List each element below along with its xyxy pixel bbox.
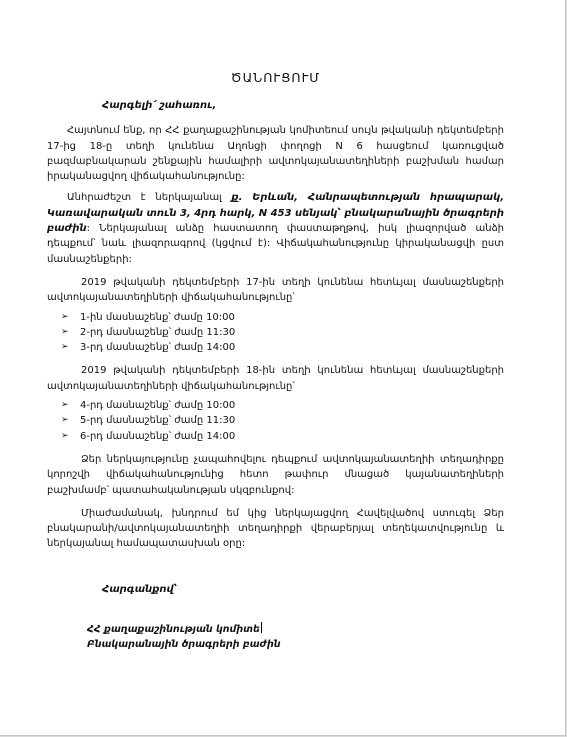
greeting: Հարգելի՛ շահառու, xyxy=(102,100,217,111)
schedule-day1-intro: 2019 թվականի դեկտեմբերի 17-ին տեղի կունենա հետևյալ մասնաշենքերի ավտոկայանատեղիների վիճակահանությունը՝ xyxy=(47,276,504,304)
paragraph-request: Միաժամանակ, խնդրում եմ կից ներկայացվող Հավելվածով ստուգել Ձեր բնակարանի/ավտոկայանատեղիի տեղադիրքի վերաբերյալ տեղեկատվությունը և ներկայանալ համապատասխան օրը: xyxy=(47,507,504,550)
arrow-bullet-icon: ➢ xyxy=(61,326,69,337)
list-item: ➢ 5-րդ մասնաշենք՝ ժամը 11:30 xyxy=(47,413,504,428)
schedule-day2-intro: 2019 թվականի դեկտեմբերի 18-ին տեղի կունենա հետևյալ մասնաշենքերի ավտոկայանատեղիների վիճակահանությունը՝ xyxy=(47,365,504,392)
address-lead: Անհրաժեշտ է ներկայանալ xyxy=(67,192,232,204)
address-rest: : Ներկայանալ անձը հաստատող փաստաթղթով, իսկ լիազորված անձի դեպքում՝ նաև լիազորագրով (կցվում է): Վիճակահանությունը կիրականացվի ըստ մասնաշենքերի: xyxy=(47,223,504,265)
address-underlined-letter: ք xyxy=(231,192,239,204)
arrow-bullet-icon: ➢ xyxy=(61,430,69,441)
list-item: ➢ 1-ին մասնաշենք՝ ժամը 10:00 xyxy=(47,310,504,325)
arrow-bullet-icon: ➢ xyxy=(61,415,69,426)
paragraph-address xyxy=(47,190,504,266)
schedule-day1-list xyxy=(47,310,504,356)
paragraph-announcement: Հայտնում ենք, որ ՀՀ քաղաքաշինության կոմիտեում սույն թվականի դեկտեմբերի 17-ից 18-ը տեղի կունենա Աղոնցի փողոցի N 6 հասցեում կառուցված բազմաբնակարան շենքային համալիրի ավտոկայանատեղիների բաշխման համար իրականացվող վիճակահանությունը: xyxy=(47,125,504,183)
list-item: ➢ 3-րդ մասնաշենք՝ ժամը 14:00 xyxy=(47,340,504,355)
document-body xyxy=(47,70,504,653)
schedule-day2-list xyxy=(47,398,504,444)
arrow-bullet-icon: ➢ xyxy=(61,342,69,353)
document-title: ԾԱՆՈՒՑՈՒՄ xyxy=(230,70,321,85)
list-item: ➢ 6-րդ մասնաշենք՝ ժամը 14:00 xyxy=(47,429,504,444)
text-cursor xyxy=(261,622,262,633)
list-item: ➢ 2-րդ մասնաշենք՝ ժամը 11:30 xyxy=(47,325,504,340)
list-item: ➢ 4-րդ մասնաշենք՝ ժամը 10:00 xyxy=(47,398,504,413)
address-location: . Երևան, Հանրապետության հրապարակ, Կառավարական տուն 3, 4րդ հարկ, N 453 սենյակ՝ բնակարանային ծրագրերի բաժին xyxy=(47,192,505,235)
closing-salutation: Հարգանքով՝ xyxy=(102,583,178,595)
arrow-bullet-icon: ➢ xyxy=(61,400,69,411)
arrow-bullet-icon: ➢ xyxy=(61,311,69,322)
paragraph-absence-notice: Ձեր ներկայությունը չապահովելու դեպքում ավտոկայանատեղիի տեղադիրքը կորոշվի վիճակահանությունից հետո թափուր մնացած կայանատեղիների բաշխմամբ՝ պատահականության սկզբունքով: xyxy=(47,453,504,496)
signature-organization[interactable]: ՀՀ քաղաքաշինության կոմիտե xyxy=(87,624,260,636)
signature-department: Բնակարանային ծրագրերի բաժին xyxy=(87,639,281,651)
